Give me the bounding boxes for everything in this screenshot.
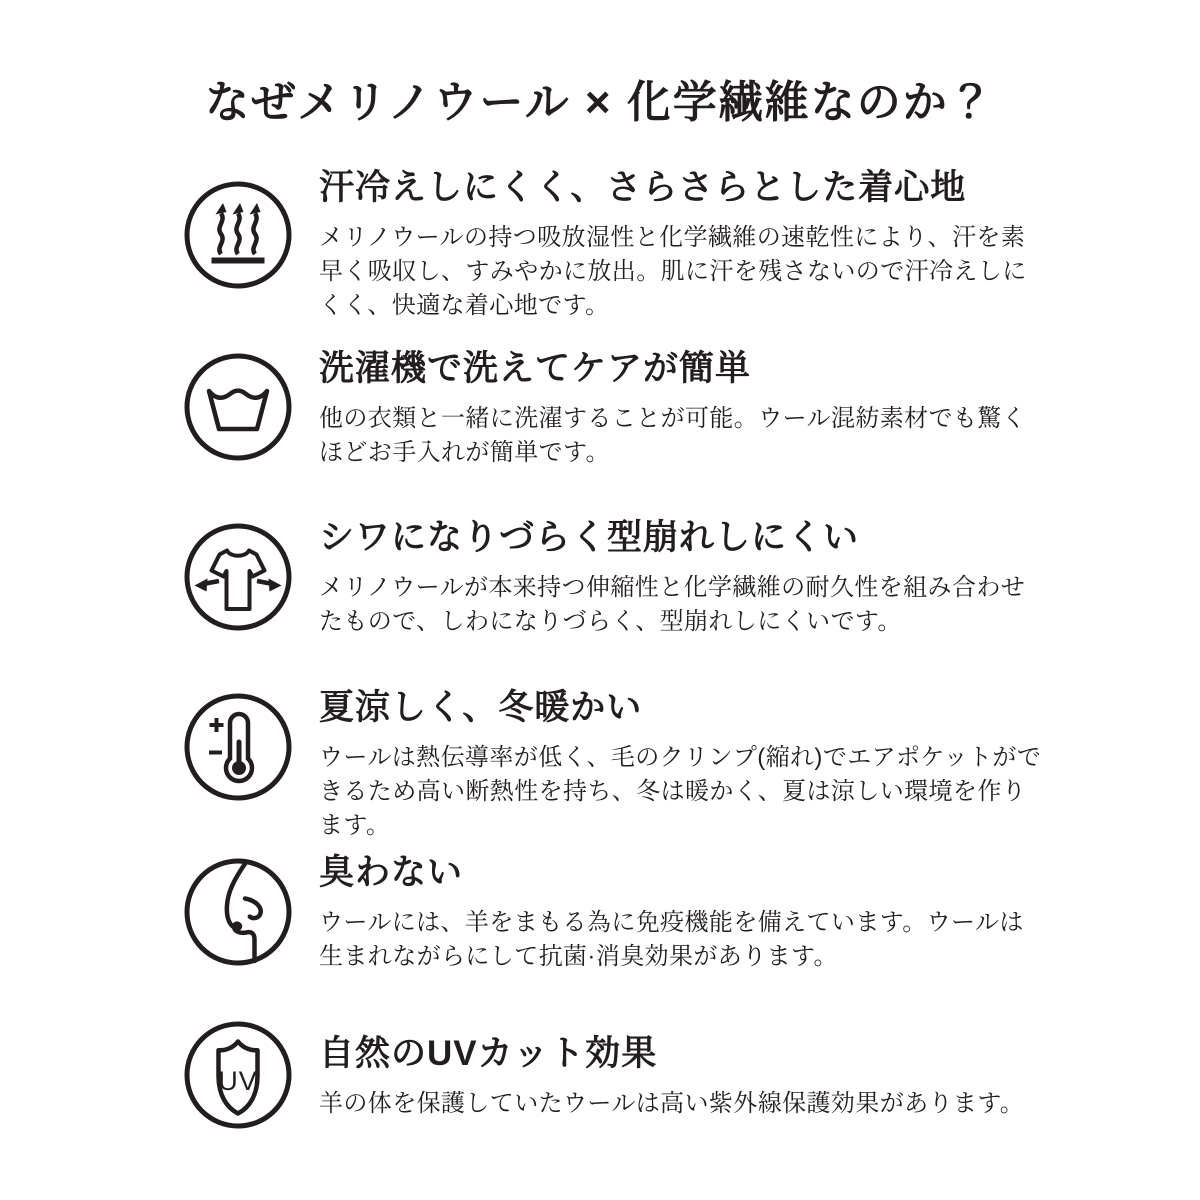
feature-text (319, 854, 1043, 974)
feature-heading: 汗冷えしにくく、さらさらとした着心地 (319, 168, 967, 207)
feature-text (319, 169, 1043, 323)
feature-text (319, 689, 1043, 843)
thermometer-icon (183, 692, 293, 802)
feature-machine-wash (183, 350, 1063, 470)
feature-text (319, 1035, 1043, 1121)
heat-release-icon (183, 180, 293, 290)
nose-icon (183, 857, 293, 967)
uv-shield-icon (183, 1020, 293, 1130)
uv-label-text: UV (218, 1066, 258, 1096)
feature-uv (183, 1035, 1063, 1130)
feature-heading: シワになりづらく型崩れしにくい (319, 518, 860, 557)
feature-body: 他の衣類と一緒に洗濯することが可能。ウール混紡素材でも驚くほどお手入れが簡単です。 (319, 405, 1027, 467)
stretch-shirt-icon (183, 522, 293, 632)
feature-text (319, 350, 1043, 470)
feature-heading: 臭わない (319, 853, 464, 892)
feature-heading: 夏涼しく、冬暖かい (319, 688, 643, 727)
page-title: なぜメリノウール × 化学繊維なのか？ (205, 78, 995, 127)
feature-sweat-comfort (183, 169, 1063, 323)
feature-odor (183, 854, 1063, 974)
feature-thermal (183, 689, 1063, 843)
feature-body: メリノウールの持つ吸放湿性と化学繊維の速乾性により、汗を素早く吸収し、すみやかに放出。肌に汗を残さないので汗冷えしにくく、快適な着心地です。 (319, 224, 1027, 320)
feature-body: 羊の体を保護していたウールは高い紫外線保護効果があります。 (319, 1090, 1025, 1118)
feature-body: ウールは熱伝導率が低く、毛のクリンプ(縮れ)でエアポケットができるため高い断熱性を持ち、冬は暖かく、夏は涼しい環境を作ります。 (319, 744, 1042, 840)
wash-tub-icon (183, 352, 293, 462)
feature-body: ウールには、羊をまもる為に免疫機能を備えています。ウールは生まれながらにして抗菌·消臭効果があります。 (319, 909, 1024, 971)
feature-text (319, 519, 1043, 639)
feature-heading: 洗濯機で洗えてケアが簡単 (319, 349, 752, 388)
feature-body: メリノウールが本来持つ伸縮性と化学繊維の耐久性を組み合わせたもので、しわになりづらく、型崩れしにくいです。 (319, 574, 1026, 636)
feature-heading: 自然のUVカット効果 (319, 1034, 658, 1073)
feature-wrinkle-resist (183, 519, 1063, 639)
